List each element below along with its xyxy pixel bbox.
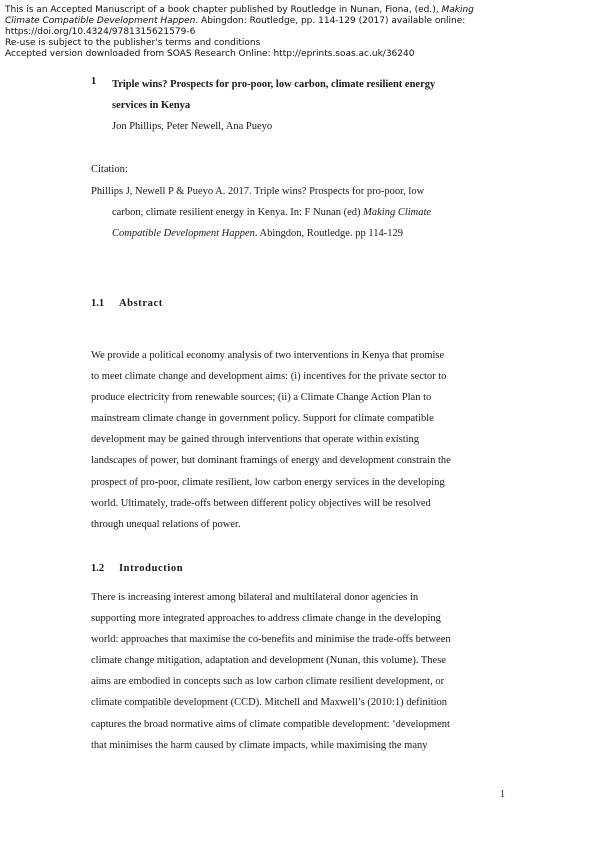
paragraph-line: development may be gained through interventions that operate within existing xyxy=(91,434,420,446)
notice-line-2 xyxy=(5,16,590,27)
citation-line: Phillips J, Newell P & Pueyo A. 2017. Triple wins? Prospects for pro-poor, low xyxy=(91,186,425,197)
paragraph-line: to meet climate change and development aims: (i) incentives for the private sector to xyxy=(91,371,447,383)
introduction-paragraph xyxy=(91,587,507,756)
paragraph-line: through unequal relations of power. xyxy=(91,518,241,530)
citation-line xyxy=(91,223,511,244)
chapter-title-line: services in Kenya xyxy=(112,100,191,111)
paragraph-line: that minimises the harm caused by climate impacts, while maximising the many xyxy=(91,739,428,751)
notice-book-title: Climate Compatible Development Happen xyxy=(5,16,196,26)
page-number: 1 xyxy=(500,789,505,800)
chapter-title xyxy=(112,74,512,116)
paragraph-line: mainstream climate change in government policy. Support for climate compatible xyxy=(91,413,434,425)
abstract-paragraph xyxy=(91,345,507,535)
paragraph-line: aims are embodied in concepts such as low carbon climate resilient development, or xyxy=(91,676,445,688)
section-number-introduction: 1.2 xyxy=(91,563,105,574)
paragraph-line: produce electricity from renewable sources; (ii) a Climate Change Action Plan to xyxy=(91,392,432,404)
chapter-title-line: Triple wins? Prospects for pro-poor, low carbon, climate resilient energy xyxy=(112,79,436,90)
paragraph-line: captures the broad normative aims of climate compatible development: ‘development xyxy=(91,718,450,730)
citation-line xyxy=(91,202,511,223)
citation-text-part: . Abingdon, Routledge. pp 114-129 xyxy=(254,228,403,239)
publisher-notice xyxy=(5,5,590,60)
chapter-authors: Jon Phillips, Peter Newell, Ana Pueyo xyxy=(112,121,273,132)
citation-book-title: Making Climate xyxy=(363,207,432,218)
paragraph-line: climate compatible development (CCD). Mitchell and Maxwell’s (2010:1) definition xyxy=(91,697,448,709)
paragraph-line: world. Ultimately, trade-offs between different policy objectives will be resolved xyxy=(91,497,431,509)
notice-repository-link[interactable]: Accepted version downloaded from SOAS Research Online: http://eprints.soas.ac.uk/36240 xyxy=(5,49,415,59)
chapter-number: 1 xyxy=(91,76,97,87)
paragraph-line: We provide a political economy analysis of two interventions in Kenya that promise xyxy=(91,350,445,361)
section-heading-abstract: Abstract xyxy=(119,298,163,309)
citation-label: Citation: xyxy=(91,164,128,175)
notice-doi-link[interactable]: https://doi.org/10.4324/9781315621579-6 xyxy=(5,27,196,37)
paragraph-line: world: approaches that maximise the co-benefits and minimise the trade-offs between xyxy=(91,634,451,646)
section-number-abstract: 1.1 xyxy=(91,298,105,309)
paragraph-line: climate change mitigation, adaptation and development (Nunan, this volume). These xyxy=(91,655,446,667)
paragraph-line: prospect of pro-poor, climate resilient, low carbon energy services in the developing xyxy=(91,476,445,488)
section-heading-introduction: Introduction xyxy=(119,563,184,574)
notice-text: This is an Accepted Manuscript of a book chapter published by Routledge in Nunan, Fiona, (ed.), xyxy=(5,5,442,15)
citation-book-title: Compatible Development Happen xyxy=(112,228,255,239)
notice-reuse-terms: Re-use is subject to the publisher's terms and conditions xyxy=(5,38,261,48)
citation-text-part: carbon, climate resilient energy in Kenya. In: F Nunan (ed) xyxy=(112,207,364,218)
paragraph-line: There is increasing interest among bilateral and multilateral donor agencies in xyxy=(91,592,419,603)
notice-book-title: Making xyxy=(441,5,474,15)
notice-text: . Abingdon: Routledge, pp. 114-129 (2017) available online: xyxy=(195,16,466,26)
paragraph-line: landscapes of power, but dominant framings of energy and development constrain the xyxy=(91,455,451,467)
citation-text xyxy=(91,181,511,244)
notice-line-1 xyxy=(5,5,590,16)
paragraph-line: supporting more integrated approaches to address climate change in the developing xyxy=(91,613,441,625)
